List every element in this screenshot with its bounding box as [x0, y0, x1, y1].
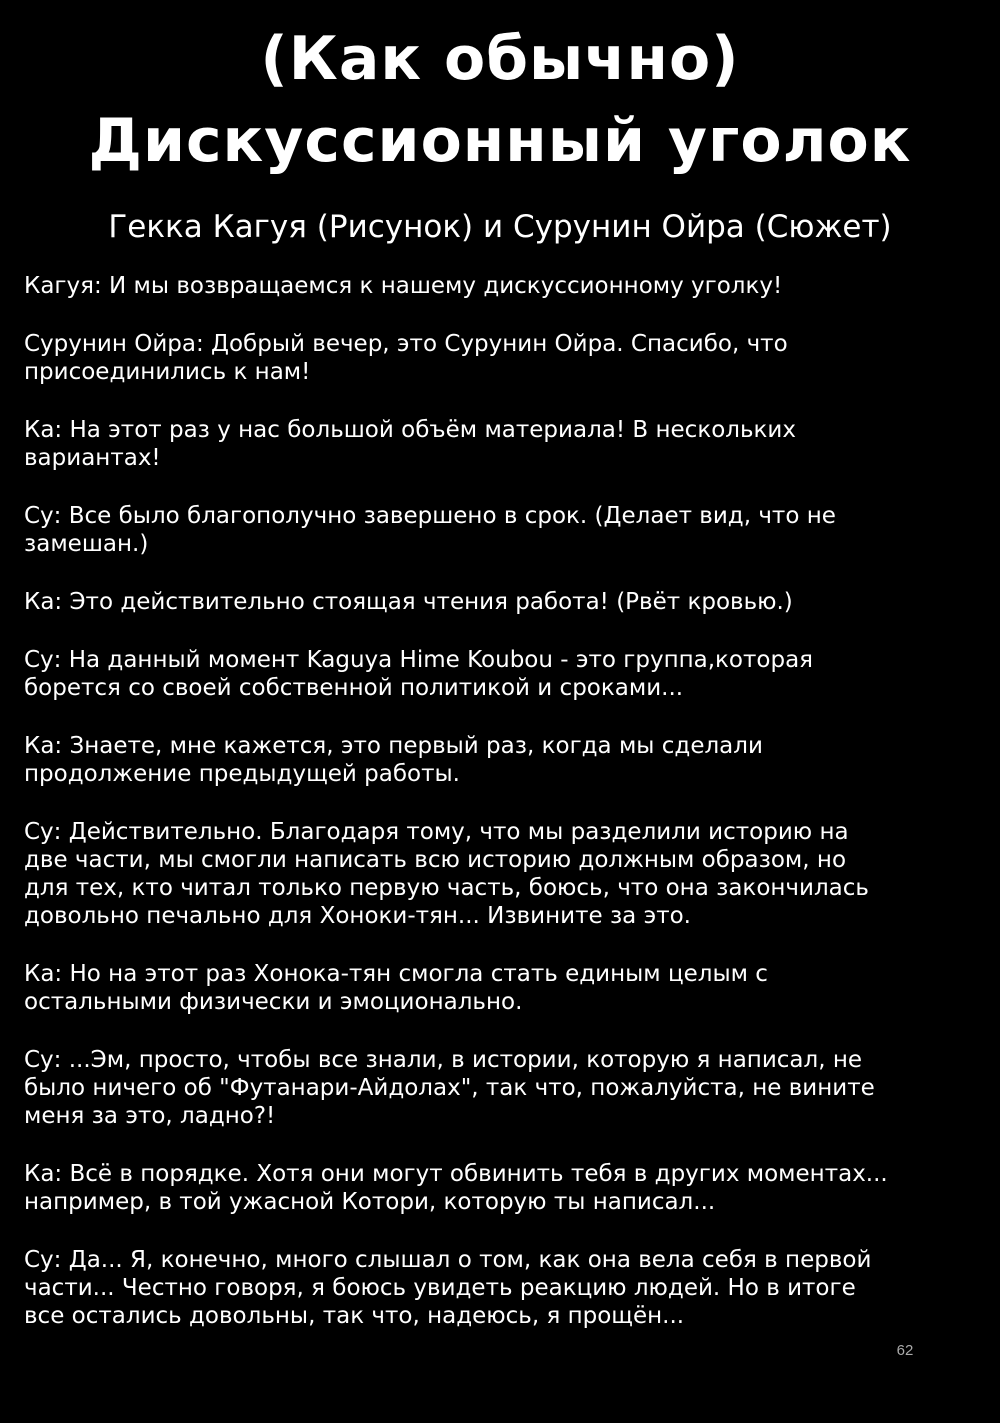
title-line-1: (Как обычно)	[260, 24, 740, 94]
dialogue-line: Су: Все было благополучно завершено в срок. (Делает вид, что не замешан.)	[24, 503, 836, 557]
subtitle-credits: Гекка Кагуя (Рисунок) и Сурунин Ойра (Сюжет)	[108, 209, 892, 245]
dialogue-line: Кагуя: И мы возвращаемся к нашему дискуссионному уголку!	[24, 273, 783, 299]
dialogue-line: Ка: Но на этот раз Хонока-тян смогла стать единым целым с остальными физически и эмоционально.	[24, 961, 768, 1015]
dialogue-line: Сурунин Ойра: Добрый вечер, это Сурунин Ойра. Спасибо, что присоединились к нам!	[24, 331, 788, 385]
dialogue-line: Ка: Всё в порядке. Хотя они могут обвинить тебя в других моментах... например, в той ужасной Котори, которую ты написал...	[24, 1161, 888, 1215]
dialogue-line: Су: Да... Я, конечно, много слышал о том, как она вела себя в первой части... Честно говоря, я боюсь увидеть реакцию людей. Но в итоге все остались довольны, так что, надеюсь, я прощён...	[24, 1247, 872, 1329]
dialogue-line: Су: ...Эм, просто, чтобы все знали, в истории, которую я написал, не было ничего об "Футанари-Айдолах", так что, пожалуйста, не вините меня за это, ладно?!	[24, 1047, 875, 1129]
dialogue-list	[24, 272, 974, 1360]
dialogue-line: Су: Действительно. Благодаря тому, что мы разделили историю на две части, мы смогли написать всю историю должным образом, но для тех, кто читал только первую часть, боюсь, что она закончилась довольно печально для Хоноки-тян... Извините за это.	[24, 819, 869, 929]
dialogue-line: Ка: Знаете, мне кажется, это первый раз, когда мы сделали продолжение предыдущей работы.	[24, 733, 763, 787]
dialogue-line: Ка: Это действительно стоящая чтения работа! (Рвёт кровью.)	[24, 589, 793, 615]
dialogue-line: Ка: На этот раз у нас большой объём материала! В нескольких вариантах!	[24, 417, 796, 471]
title-line-2: Дискуссионный уголок	[88, 106, 912, 176]
page-number: 62	[896, 1342, 914, 1359]
dialogue-line: Су: На данный момент Kaguya Hime Koubou - это группа,которая борется со своей собственной политикой и сроками...	[24, 647, 814, 701]
title-block	[0, 18, 1000, 182]
